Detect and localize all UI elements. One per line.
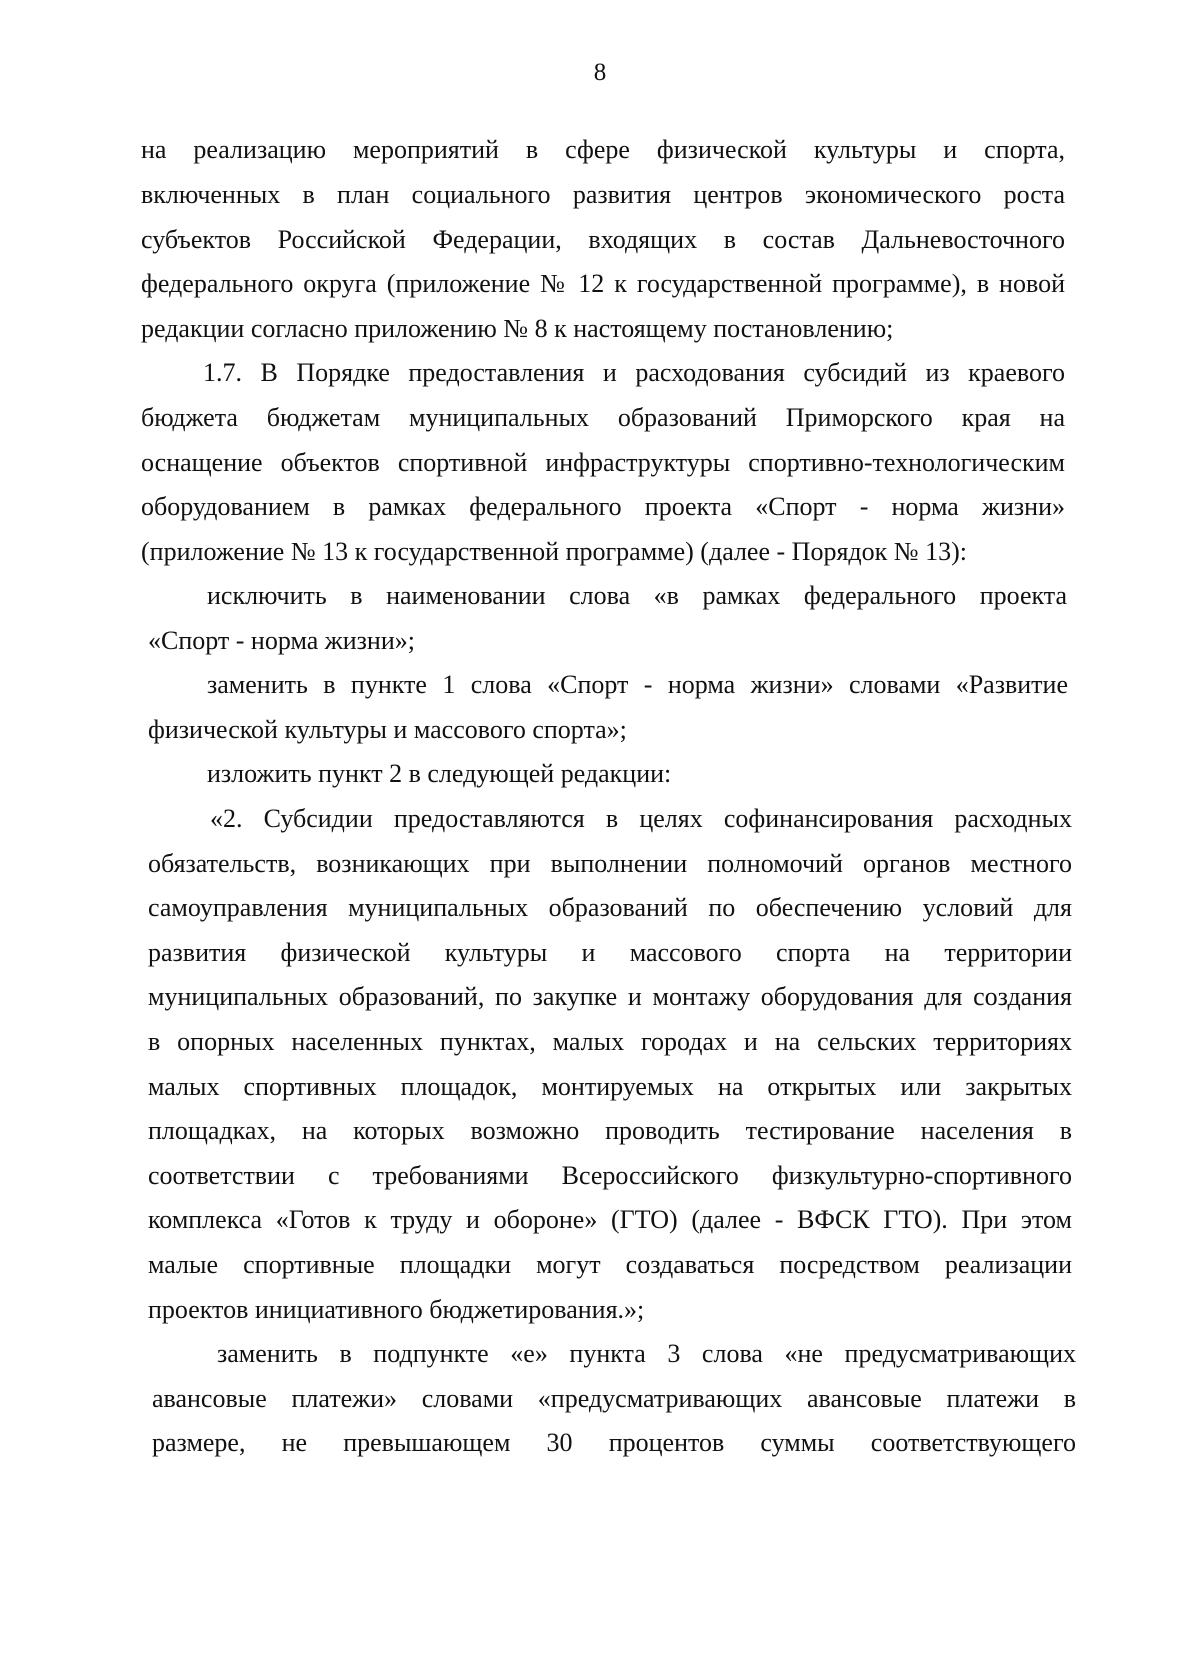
text-line: малых спортивных площадок, монтируемых на открытых или закрытых (148, 1072, 1072, 1101)
text-line: площадках, на которых возможно проводить тестирование населения в (148, 1116, 1072, 1145)
text-line: соответствии с требованиями Всероссийского физкультурно-спортивного (148, 1161, 1072, 1190)
text-line: обязательств, возникающих при выполнении полномочий органов местного (148, 849, 1072, 878)
text-line: проектов инициативного бюджетирования.»; (148, 1295, 645, 1324)
text-line: малые спортивные площадки могут создаваться посредством реализации (148, 1250, 1072, 1279)
text-line: физической культуры и массового спорта»; (148, 715, 627, 744)
text-line: развития физической культуры и массового спорта на территории (148, 938, 1072, 967)
text-line: заменить в пункте 1 слова «Спорт - норма жизни» словами «Развитие (207, 670, 1068, 699)
text-line: изложить пункт 2 в следующей редакции: (207, 759, 672, 788)
text-line: самоуправления муниципальных образований по обеспечению условий для (148, 893, 1072, 922)
text-line: бюджета бюджетам муниципальных образований Приморского края на (141, 403, 1065, 432)
text-line: «2. Субсидии предоставляются в целях софинансирования расходных (210, 804, 1072, 833)
text-line: редакции согласно приложению № 8 к настоящему постановлению; (141, 314, 894, 343)
page-number: 8 (593, 59, 607, 86)
text-line: оснащение объектов спортивной инфраструктуры спортивно-технологическим (141, 448, 1065, 477)
text-line: размере, не превышающем 30 процентов суммы соответствующего (152, 1428, 1076, 1457)
text-line: оборудованием в рамках федерального проекта «Спорт - норма жизни» (141, 492, 1065, 521)
text-line: исключить в наименовании слова «в рамках федерального проекта (207, 581, 1067, 610)
text-line: заменить в подпункте «е» пункта 3 слова «не предусматривающих (217, 1339, 1076, 1368)
text-line: на реализацию мероприятий в сфере физической культуры и спорта, (141, 135, 1065, 164)
text-line: муниципальных образований, по закупке и монтажу оборудования для создания (148, 982, 1072, 1011)
text-line: 1.7. В Порядке предоставления и расходования субсидий из краевого (203, 358, 1065, 387)
text-line: включенных в план социального развития центров экономического роста (141, 180, 1065, 209)
text-line: (приложение № 13 к государственной программе) (далее - Порядок № 13): (141, 537, 967, 566)
text-line: федерального округа (приложение № 12 к государственной программе), в новой (141, 269, 1065, 298)
text-line: «Спорт - норма жизни»; (148, 626, 415, 655)
text-line: авансовые платежи» словами «предусматривающих авансовые платежи в (152, 1384, 1076, 1413)
text-line: в опорных населенных пунктах, малых городах и на сельских территориях (148, 1027, 1072, 1056)
text-line: комплекса «Готов к труду и обороне» (ГТО) (далее - ВФСК ГТО). При этом (148, 1205, 1072, 1234)
text-line: субъектов Российской Федерации, входящих в состав Дальневосточного (141, 225, 1065, 254)
